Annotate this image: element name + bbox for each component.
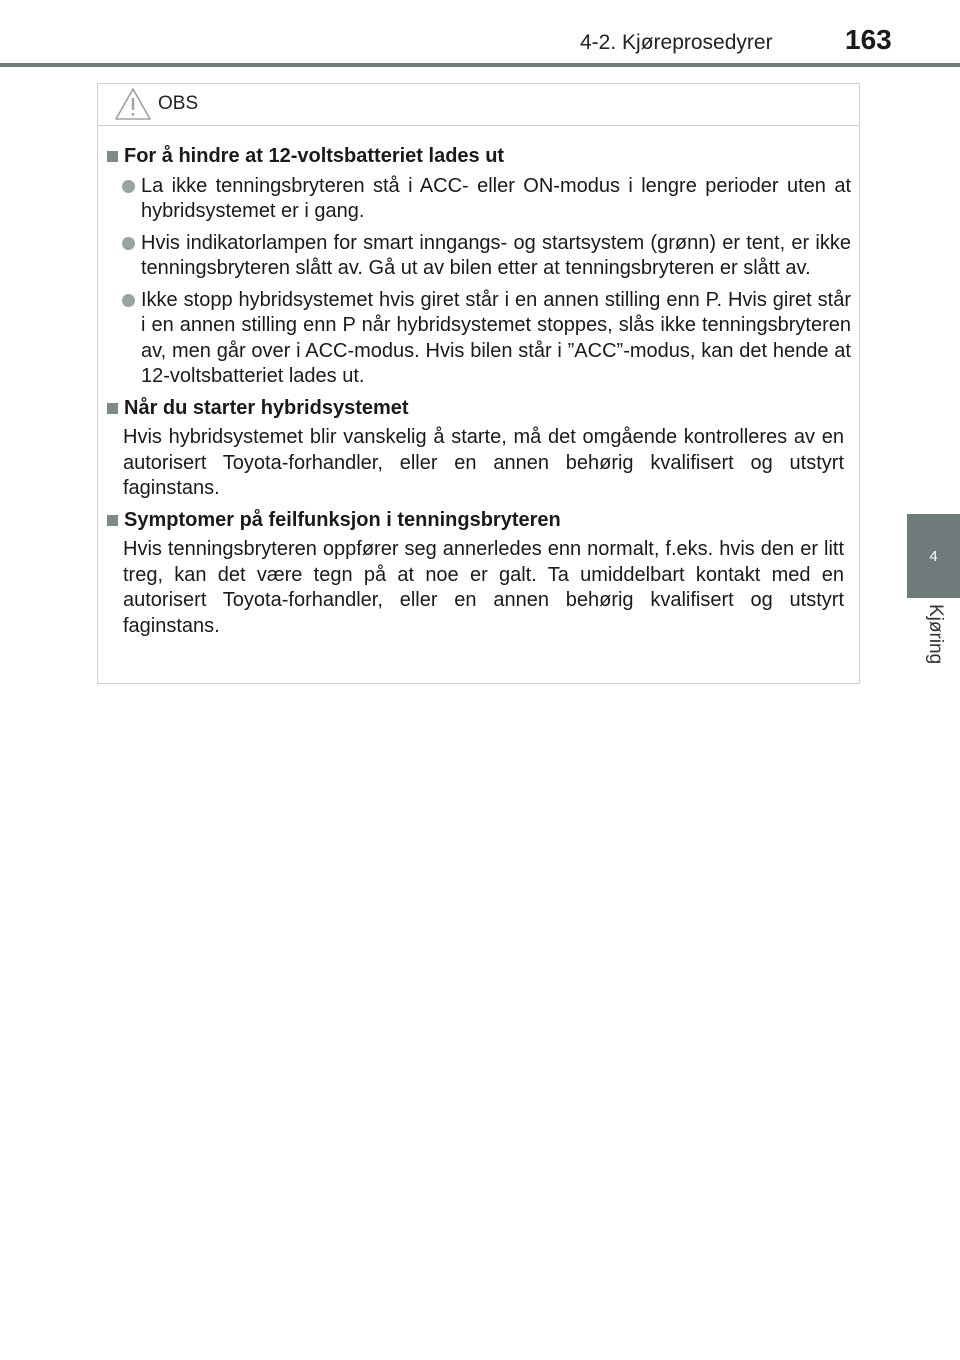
- list-item: [122, 231, 851, 282]
- warning-triangle-icon: [114, 87, 152, 121]
- list-item: [122, 288, 851, 390]
- section-heading-text: For å hindre at 12-voltsbatteriet lades ut: [124, 145, 505, 167]
- section-heading: [107, 396, 851, 422]
- header-rule: [0, 63, 960, 67]
- section-malfunction: [107, 508, 851, 640]
- square-bullet-icon: [107, 151, 118, 162]
- square-bullet-icon: [107, 515, 118, 526]
- section-title: 4-2. Kjøreprosedyrer: [580, 31, 773, 54]
- list-item: [122, 174, 851, 225]
- list-item-text: La ikke tenningsbryteren stå i ACC- eller ON-modus i lengre perioder uten at hybridsystemet er i gang.: [141, 174, 851, 222]
- chapter-number: 4: [929, 547, 938, 565]
- chapter-label: Kjøring: [925, 604, 946, 665]
- obs-title: OBS: [158, 93, 199, 114]
- section-starting: [107, 396, 851, 502]
- circle-bullet-icon: [122, 237, 135, 250]
- obs-body: [98, 126, 859, 639]
- chapter-tab: [907, 514, 960, 598]
- section-heading: [107, 508, 851, 534]
- obs-box: [97, 83, 860, 684]
- section-heading-text: Når du starter hybridsystemet: [124, 396, 409, 419]
- list-item-text: Hvis indikatorlampen for smart inngangs- og startsystem (grønn) er tent, er ikke tenningsbryteren slått av. Gå ut av bilen etter at tenningsbryteren er slått av.: [141, 231, 851, 279]
- obs-header: [98, 84, 859, 126]
- square-bullet-icon: [107, 403, 118, 414]
- section-heading-text: Symptomer på feilfunksjon i tenningsbryteren: [124, 508, 561, 531]
- circle-bullet-icon: [122, 180, 135, 193]
- list-item-text: Ikke stopp hybridsystemet hvis giret står i en annen stilling enn P. Hvis giret står i en annen stilling enn P når hybridsystemet stoppes, slås ikke tenningsbryteren av, men går over i ACC-modus. Hvis bilen står i ”ACC”-modus, kan det hende at 12-voltsbatteriet lades ut.: [141, 288, 851, 387]
- section-heading: [107, 144, 851, 170]
- section-battery: [107, 144, 851, 390]
- paragraph: Hvis tenningsbryteren oppfører seg annerledes enn normalt, f.eks. hvis den er litt treg, kan det være tegn på at noe er galt. Ta umiddelbart kontakt med en autorisert Toyota-forhandler, eller en annen behørig kvalifisert og utstyrt faginstans.: [123, 538, 844, 637]
- circle-bullet-icon: [122, 294, 135, 307]
- paragraph: Hvis hybridsystemet blir vanskelig å starte, må det omgående kontrolleres av en autorisert Toyota-forhandler, eller en annen behørig kvalifisert og utstyrt faginstans.: [123, 426, 844, 499]
- page-number: 163: [845, 24, 892, 55]
